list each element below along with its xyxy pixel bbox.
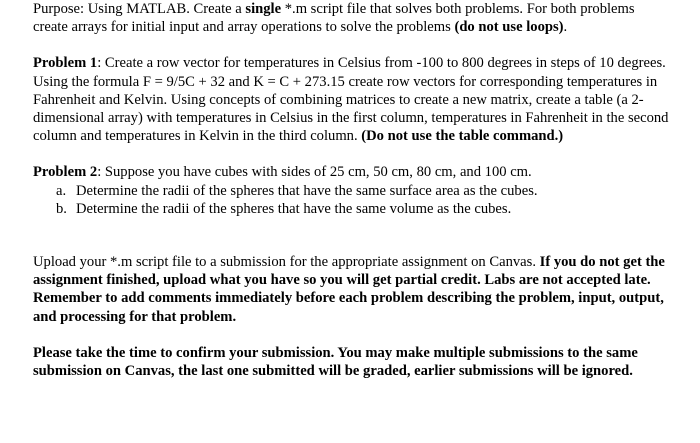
confirm-text: Please take the time to confirm your submission. You may make multiple submissions to the same submission on Canvas, the last one submitted will be graded, earlier submissions will be ignored. — [33, 344, 638, 380]
problem-1-label: Problem 1 — [33, 55, 98, 72]
problem-2-text: : Suppose you have cubes with sides of 25 cm, 50 cm, 80 cm, and 100 cm. — [97, 164, 532, 181]
list-marker: b. — [56, 200, 67, 217]
problem-1-text: : Create a row vector for temperatures in Celsius from -100 to 800 degrees in steps of 10 degrees. Using the formula F = 9/5C + 32 and K = C + 273.15 create row vectors for corresponding temperatures in Fahrenheit and Kelvin. Using concepts of combining matrices to create a new matrix, create a table (a 2-dimensional array) with temperatures in Celsius in the first column, temperatures in Fahrenheit in the second column and temperatures in Kelvin in the third column. — [33, 55, 669, 145]
purpose-paragraph — [33, 0, 670, 36]
confirm-paragraph — [33, 344, 670, 380]
problem-2-label: Problem 2 — [33, 164, 98, 181]
list-item-text: Determine the radii of the spheres that have the same volume as the cubes. — [76, 200, 512, 217]
upload-bold-text: If you do not get the assignment finished, upload what you have so you will get partial credit. Labs are not accepted late. Remember to add comments immediately before each problem describing the problem, input, output, and processing for that problem. — [33, 254, 665, 325]
list-item — [33, 182, 670, 200]
list-marker: a. — [56, 182, 67, 199]
upload-text: Upload your *.m script file to a submission for the appropriate assignment on Canvas. — [33, 254, 540, 271]
problem-2-paragraph — [33, 163, 670, 181]
purpose-text-1: Purpose: Using MATLAB. Create a — [33, 1, 246, 17]
purpose-single-bold: single — [245, 1, 282, 17]
purpose-text-3: . — [563, 19, 568, 36]
problem-1-note: (Do not use the table command.) — [361, 128, 564, 145]
purpose-no-loops-bold: (do not use loops) — [454, 19, 564, 36]
list-item-text: Determine the radii of the spheres that have the same surface area as the cubes. — [76, 182, 538, 199]
problem-1-paragraph — [33, 54, 670, 145]
problem-2-section — [33, 163, 670, 218]
upload-paragraph — [33, 253, 670, 326]
list-item — [33, 200, 670, 218]
problem-2-list — [33, 182, 670, 218]
purpose-text-2: *.m script file that solves both problems. For both problems create arrays for initial input and array operations to solve the problems — [33, 1, 635, 36]
